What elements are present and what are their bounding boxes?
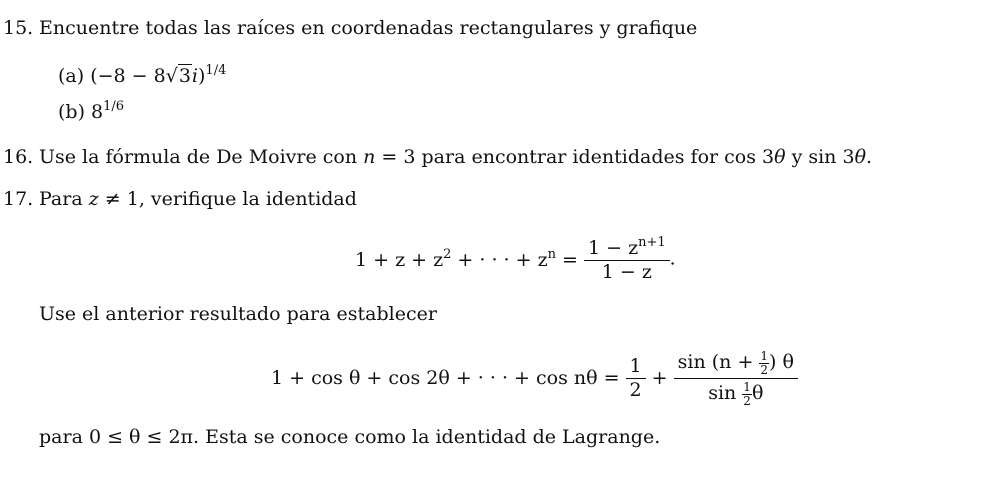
part-a-power: 1/4 <box>205 63 227 78</box>
eq2-left: 1 + cos θ + cos 2θ + · · · + cos nθ = <box>271 367 626 390</box>
p16-theta-2: θ <box>854 146 867 168</box>
problem-15a <box>58 64 226 86</box>
part-a-expression <box>90 65 226 87</box>
p16-text-b: = 3 para encontrar identidades for cos 3 <box>375 146 775 168</box>
eq2-half-num: 1 <box>629 355 642 378</box>
eq2-half-den: 2 <box>626 378 646 400</box>
small-half-num: 1 <box>760 349 769 363</box>
problem-16-number: 16. <box>3 146 34 168</box>
lagrange-identity-equation <box>271 350 798 407</box>
problem-15-statement: Encuentre todas las raíces en coordenadas rectangulares y grafique <box>39 17 698 39</box>
problem-15-number: 15. <box>3 17 34 39</box>
p16-text-c: y sin 3 <box>785 146 855 168</box>
eq2-num-paren: (n + <box>711 351 760 374</box>
den-half-num: 1 <box>743 380 751 395</box>
eq1-mid-terms: + · · · + z <box>451 249 548 271</box>
eq2-den-sin: sin <box>708 382 743 405</box>
part-b-power: 1/6 <box>103 99 125 114</box>
eq2-num-close: ) θ <box>769 351 794 374</box>
eq2-num-sin: sin <box>677 351 712 374</box>
problem-16-statement <box>39 148 872 167</box>
eq1-fraction <box>584 236 670 282</box>
eq1-left <box>355 249 584 271</box>
part-b-base: 8 <box>91 101 104 123</box>
eq1-equals: = <box>555 249 584 271</box>
lagrange-footer-text: para 0 ≤ θ ≤ 2π. Esta se conoce como la identidad de Lagrange. <box>39 426 661 448</box>
eq2-den-theta: θ <box>751 382 764 405</box>
eq2-sine-numerator <box>674 350 798 378</box>
problem-17-statement <box>39 190 357 209</box>
eq2-den-small-half <box>742 381 752 407</box>
eq2-sine-fraction <box>674 350 798 407</box>
p17-cond: ≠ 1, verifique la identidad <box>98 188 357 210</box>
p16-text-a: Use la fórmula de De Moivre con <box>39 146 364 168</box>
p17-var-z: z <box>88 188 99 210</box>
part-b-expression <box>91 101 124 123</box>
imaginary-unit: i <box>191 65 198 87</box>
p16-var-n: n <box>363 146 376 168</box>
part-a-pre: (−8 − 8 <box>90 65 166 87</box>
eq1-exp-n: n <box>547 247 556 262</box>
problem-15b <box>58 100 124 122</box>
eq1-num-exp: n+1 <box>638 235 666 250</box>
eq1-period: . <box>669 247 676 270</box>
small-half-den: 2 <box>760 362 769 377</box>
sqrt-argument: 3 <box>178 65 191 87</box>
eq2-sine-denominator <box>674 378 798 407</box>
den-half-den: 2 <box>743 393 751 408</box>
eq1-num-text: 1 − z <box>587 237 639 259</box>
eq2-num-small-half <box>759 350 769 376</box>
eq2-plus: + <box>645 367 674 390</box>
problem-17-number: 17. <box>3 188 34 210</box>
eq1-denominator: 1 − z <box>584 260 670 282</box>
eq1-square: 2 <box>443 247 452 262</box>
use-result-text: Use el anterior resultado para establecer <box>39 303 437 325</box>
part-a-label: (a) <box>58 65 85 87</box>
p17-text-a: Para <box>39 188 89 210</box>
p16-theta-1: θ <box>774 146 786 168</box>
p16-end: . <box>866 146 873 168</box>
sqrt-symbol: √3 <box>165 65 191 87</box>
eq1-numerator <box>584 236 670 260</box>
part-b-label: (b) <box>58 101 85 123</box>
part-a-close: ) <box>198 65 206 87</box>
eq1-left-terms: 1 + z + z <box>355 249 444 271</box>
geometric-sum-equation <box>355 236 676 282</box>
eq2-half <box>626 357 646 400</box>
